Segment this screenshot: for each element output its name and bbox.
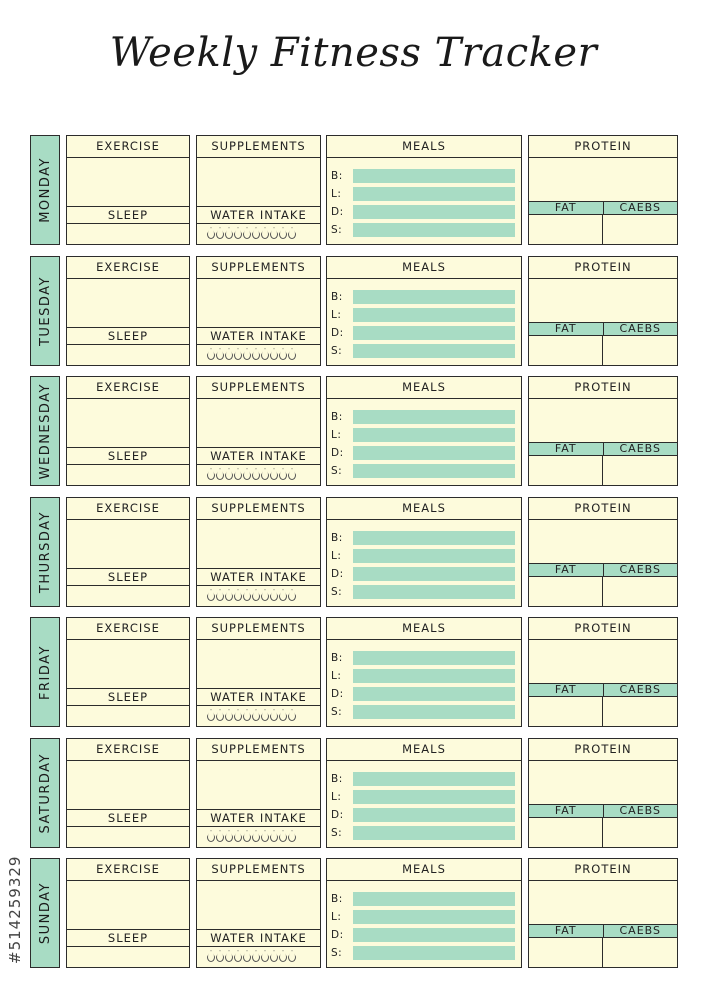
meal-line-dinner[interactable] [331, 808, 515, 822]
water-intake-header: WATER INTAKE [197, 929, 320, 947]
exercise-header: EXERCISE [67, 618, 189, 640]
meal-line-dinner[interactable] [331, 928, 515, 942]
meal-label: B: [331, 773, 343, 785]
supplements-box[interactable] [196, 135, 321, 245]
day-tab [30, 376, 60, 486]
meal-input-bar[interactable] [353, 290, 515, 304]
water-drop-icon[interactable] [270, 950, 278, 962]
fat-header: FAT [529, 805, 604, 817]
macro-divider [602, 818, 603, 847]
water-drops [207, 709, 296, 721]
water-drop-icon[interactable] [279, 709, 287, 721]
water-drop-icon[interactable] [243, 589, 251, 601]
meals-header: MEALS [327, 377, 521, 399]
water-drop-icon[interactable] [261, 830, 269, 842]
day-row [30, 497, 678, 609]
supplements-header: SUPPLEMENTS [197, 618, 320, 640]
water-drop-icon[interactable] [279, 227, 287, 239]
supplements-box[interactable] [196, 376, 321, 486]
supplements-box[interactable] [196, 617, 321, 727]
water-drop-icon[interactable] [288, 348, 296, 360]
meal-line-breakfast[interactable] [331, 531, 515, 545]
meal-label: B: [331, 532, 343, 544]
water-drop-icon[interactable] [216, 227, 224, 239]
meal-input-bar[interactable] [353, 326, 515, 340]
protein-box[interactable] [528, 617, 678, 727]
day-label: WEDNESDAY [37, 382, 53, 480]
page-title: Weekly Fitness Tracker [109, 30, 598, 76]
exercise-box[interactable] [66, 376, 190, 486]
exercise-header: EXERCISE [67, 498, 189, 520]
water-drop-icon[interactable] [225, 830, 233, 842]
meal-label: D: [331, 206, 344, 218]
meal-input-bar[interactable] [353, 464, 515, 478]
day-tab [30, 858, 60, 968]
day-label: TUESDAY [37, 275, 53, 347]
water-drop-icon[interactable] [252, 348, 260, 360]
meals-header: MEALS [327, 618, 521, 640]
water-drop-icon[interactable] [243, 709, 251, 721]
meal-label: D: [331, 809, 344, 821]
meal-input-bar[interactable] [353, 687, 515, 701]
protein-box[interactable] [528, 256, 678, 366]
exercise-box[interactable] [66, 617, 190, 727]
water-drop-icon[interactable] [243, 830, 251, 842]
meal-line-lunch[interactable] [331, 549, 515, 563]
meal-input-bar[interactable] [353, 910, 515, 924]
water-drop-icon[interactable] [225, 227, 233, 239]
supplements-header: SUPPLEMENTS [197, 498, 320, 520]
water-drop-icon[interactable] [279, 589, 287, 601]
water-drop-icon[interactable] [243, 468, 251, 480]
meal-label: S: [331, 706, 343, 718]
fat-header: FAT [529, 564, 604, 576]
meal-input-bar[interactable] [353, 410, 515, 424]
water-drops [207, 348, 296, 360]
meal-input-bar[interactable] [353, 187, 515, 201]
meal-line-dinner[interactable] [331, 446, 515, 460]
water-drop-icon[interactable] [216, 950, 224, 962]
meal-line-dinner[interactable] [331, 326, 515, 340]
protein-header: PROTEIN [529, 377, 677, 399]
water-drop-icon[interactable] [288, 227, 296, 239]
day-row [30, 858, 678, 970]
water-drop-icon[interactable] [243, 950, 251, 962]
water-drop-icon[interactable] [225, 468, 233, 480]
water-drop-icon[interactable] [270, 468, 278, 480]
meal-label: S: [331, 827, 343, 839]
water-drop-icon[interactable] [216, 348, 224, 360]
sleep-header: SLEEP [67, 568, 189, 586]
meal-label: B: [331, 411, 343, 423]
meal-line-snack[interactable] [331, 946, 515, 960]
water-drops [207, 830, 296, 842]
water-drop-icon[interactable] [207, 709, 215, 721]
macro-divider [602, 336, 603, 365]
fat-header: FAT [529, 684, 604, 696]
meal-label: S: [331, 345, 343, 357]
meal-input-bar[interactable] [353, 808, 515, 822]
protein-box[interactable] [528, 376, 678, 486]
water-drop-icon[interactable] [225, 348, 233, 360]
water-drop-icon[interactable] [207, 227, 215, 239]
water-drop-icon[interactable] [261, 709, 269, 721]
sleep-header: SLEEP [67, 327, 189, 345]
macro-divider [602, 697, 603, 726]
meal-label: L: [331, 550, 342, 562]
water-drop-icon[interactable] [288, 950, 296, 962]
meals-header: MEALS [327, 739, 521, 761]
water-drop-icon[interactable] [207, 830, 215, 842]
water-intake-header: WATER INTAKE [197, 809, 320, 827]
water-drop-icon[interactable] [288, 468, 296, 480]
sleep-header: SLEEP [67, 206, 189, 224]
meal-input-bar[interactable] [353, 205, 515, 219]
day-tab [30, 738, 60, 848]
protein-header: PROTEIN [529, 257, 677, 279]
meal-input-bar[interactable] [353, 308, 515, 322]
carbs-header: CAEBS [619, 804, 661, 817]
meal-line-lunch[interactable] [331, 187, 515, 201]
day-tab [30, 617, 60, 727]
exercise-box[interactable] [66, 256, 190, 366]
day-label: FRIDAY [37, 644, 53, 700]
meal-label: D: [331, 327, 344, 339]
carbs-header: CAEBS [619, 924, 661, 937]
exercise-header: EXERCISE [67, 257, 189, 279]
protein-box[interactable] [528, 497, 678, 607]
macro-divider [602, 938, 603, 967]
meal-input-bar[interactable] [353, 428, 515, 442]
meal-line-lunch[interactable] [331, 428, 515, 442]
water-drop-icon[interactable] [288, 709, 296, 721]
day-row [30, 376, 678, 488]
meal-label: L: [331, 791, 342, 803]
water-drop-icon[interactable] [270, 589, 278, 601]
exercise-header: EXERCISE [67, 377, 189, 399]
protein-box[interactable] [528, 738, 678, 848]
meals-header: MEALS [327, 257, 521, 279]
meal-input-bar[interactable] [353, 223, 515, 237]
meals-header: MEALS [327, 136, 521, 158]
macro-header [529, 442, 677, 456]
meal-input-bar[interactable] [353, 892, 515, 906]
exercise-box[interactable] [66, 858, 190, 968]
water-drop-icon[interactable] [216, 709, 224, 721]
water-drop-icon[interactable] [234, 468, 242, 480]
water-drop-icon[interactable] [261, 589, 269, 601]
fat-header: FAT [529, 925, 604, 937]
fat-header: FAT [529, 323, 604, 335]
meals-header: MEALS [327, 859, 521, 881]
water-drop-icon[interactable] [243, 348, 251, 360]
meal-input-bar[interactable] [353, 946, 515, 960]
water-drop-icon[interactable] [252, 950, 260, 962]
water-drop-icon[interactable] [279, 468, 287, 480]
water-intake-header: WATER INTAKE [197, 688, 320, 706]
water-drop-icon[interactable] [261, 348, 269, 360]
day-tab [30, 497, 60, 607]
water-drop-icon[interactable] [252, 468, 260, 480]
meal-input-bar[interactable] [353, 790, 515, 804]
day-row [30, 135, 678, 247]
exercise-header: EXERCISE [67, 859, 189, 881]
protein-box[interactable] [528, 135, 678, 245]
meal-label: S: [331, 586, 343, 598]
meals-box [326, 256, 522, 366]
meals-box [326, 497, 522, 607]
sleep-header: SLEEP [67, 929, 189, 947]
meal-line-breakfast[interactable] [331, 651, 515, 665]
meal-line-dinner[interactable] [331, 567, 515, 581]
water-drop-icon[interactable] [216, 589, 224, 601]
water-drop-icon[interactable] [279, 348, 287, 360]
carbs-header: CAEBS [619, 683, 661, 696]
meal-label: B: [331, 893, 343, 905]
water-drop-icon[interactable] [261, 950, 269, 962]
macro-header [529, 924, 677, 938]
macro-header [529, 201, 677, 215]
supplements-box[interactable] [196, 497, 321, 607]
meal-line-breakfast[interactable] [331, 772, 515, 786]
meal-input-bar[interactable] [353, 669, 515, 683]
meal-label: L: [331, 670, 342, 682]
exercise-header: EXERCISE [67, 739, 189, 761]
water-drop-icon[interactable] [288, 830, 296, 842]
meal-label: S: [331, 465, 343, 477]
day-label: SATURDAY [37, 752, 53, 834]
water-drop-icon[interactable] [252, 227, 260, 239]
fat-header: FAT [529, 202, 604, 214]
meal-line-lunch[interactable] [331, 669, 515, 683]
meal-input-bar[interactable] [353, 446, 515, 460]
meal-label: D: [331, 568, 344, 580]
meal-line-snack[interactable] [331, 826, 515, 840]
protein-box[interactable] [528, 858, 678, 968]
water-drop-icon[interactable] [279, 830, 287, 842]
exercise-box[interactable] [66, 497, 190, 607]
supplements-box[interactable] [196, 858, 321, 968]
meal-line-breakfast[interactable] [331, 290, 515, 304]
meal-label: D: [331, 688, 344, 700]
supplements-header: SUPPLEMENTS [197, 257, 320, 279]
protein-header: PROTEIN [529, 498, 677, 520]
water-drop-icon[interactable] [252, 830, 260, 842]
day-label: THURSDAY [37, 510, 53, 594]
meals-box [326, 858, 522, 968]
meal-line-snack[interactable] [331, 223, 515, 237]
water-intake-header: WATER INTAKE [197, 568, 320, 586]
meal-line-dinner[interactable] [331, 205, 515, 219]
exercise-header: EXERCISE [67, 136, 189, 158]
water-drop-icon[interactable] [216, 468, 224, 480]
protein-header: PROTEIN [529, 136, 677, 158]
water-drop-icon[interactable] [243, 227, 251, 239]
fat-header: FAT [529, 443, 604, 455]
meal-label: S: [331, 947, 343, 959]
exercise-box[interactable] [66, 738, 190, 848]
water-drop-icon[interactable] [279, 950, 287, 962]
water-drop-icon[interactable] [207, 589, 215, 601]
meal-line-snack[interactable] [331, 705, 515, 719]
day-row [30, 617, 678, 729]
carbs-header: CAEBS [619, 322, 661, 335]
water-drop-icon[interactable] [270, 709, 278, 721]
water-drop-icon[interactable] [234, 348, 242, 360]
water-drop-icon[interactable] [234, 830, 242, 842]
macro-header [529, 804, 677, 818]
water-drops [207, 227, 296, 239]
meal-line-lunch[interactable] [331, 910, 515, 924]
meal-label: S: [331, 224, 343, 236]
meal-input-bar[interactable] [353, 772, 515, 786]
water-drops [207, 468, 296, 480]
water-drop-icon[interactable] [270, 348, 278, 360]
meal-line-lunch[interactable] [331, 790, 515, 804]
meals-box [326, 135, 522, 245]
protein-header: PROTEIN [529, 859, 677, 881]
carbs-header: CAEBS [619, 563, 661, 576]
water-intake-header: WATER INTAKE [197, 327, 320, 345]
meal-input-bar[interactable] [353, 585, 515, 599]
water-drop-icon[interactable] [234, 227, 242, 239]
water-drop-icon[interactable] [207, 468, 215, 480]
water-drop-icon[interactable] [207, 348, 215, 360]
supplements-box[interactable] [196, 738, 321, 848]
meal-label: L: [331, 429, 342, 441]
exercise-box[interactable] [66, 135, 190, 245]
water-drop-icon[interactable] [225, 950, 233, 962]
meal-label: B: [331, 291, 343, 303]
meal-line-snack[interactable] [331, 464, 515, 478]
supplements-box[interactable] [196, 256, 321, 366]
day-tab [30, 256, 60, 366]
supplements-header: SUPPLEMENTS [197, 859, 320, 881]
meals-header: MEALS [327, 498, 521, 520]
macro-header [529, 683, 677, 697]
meal-line-lunch[interactable] [331, 308, 515, 322]
meal-input-bar[interactable] [353, 169, 515, 183]
carbs-header: CAEBS [619, 442, 661, 455]
meal-input-bar[interactable] [353, 826, 515, 840]
meal-line-breakfast[interactable] [331, 410, 515, 424]
meal-label: L: [331, 309, 342, 321]
water-drop-icon[interactable] [288, 589, 296, 601]
carbs-header: CAEBS [619, 201, 661, 214]
water-drop-icon[interactable] [225, 589, 233, 601]
meal-label: D: [331, 447, 344, 459]
water-drop-icon[interactable] [225, 709, 233, 721]
supplements-header: SUPPLEMENTS [197, 377, 320, 399]
meal-label: L: [331, 188, 342, 200]
meal-line-snack[interactable] [331, 585, 515, 599]
water-drop-icon[interactable] [252, 709, 260, 721]
meals-box [326, 376, 522, 486]
macro-header [529, 563, 677, 577]
water-drop-icon[interactable] [234, 589, 242, 601]
water-drop-icon[interactable] [252, 589, 260, 601]
meal-line-breakfast[interactable] [331, 169, 515, 183]
water-drop-icon[interactable] [216, 830, 224, 842]
meal-input-bar[interactable] [353, 549, 515, 563]
meal-input-bar[interactable] [353, 344, 515, 358]
meal-label: D: [331, 929, 344, 941]
protein-header: PROTEIN [529, 739, 677, 761]
water-drop-icon[interactable] [234, 709, 242, 721]
water-drops [207, 589, 296, 601]
meal-input-bar[interactable] [353, 567, 515, 581]
meals-box [326, 738, 522, 848]
protein-header: PROTEIN [529, 618, 677, 640]
water-intake-header: WATER INTAKE [197, 447, 320, 465]
water-drop-icon[interactable] [270, 227, 278, 239]
water-drop-icon[interactable] [261, 468, 269, 480]
water-drop-icon[interactable] [270, 830, 278, 842]
water-drop-icon[interactable] [234, 950, 242, 962]
day-label: SUNDAY [37, 881, 53, 945]
meals-box [326, 617, 522, 727]
day-tab [30, 135, 60, 245]
macro-divider [602, 577, 603, 606]
meal-input-bar[interactable] [353, 928, 515, 942]
meal-line-dinner[interactable] [331, 687, 515, 701]
supplements-header: SUPPLEMENTS [197, 136, 320, 158]
sleep-header: SLEEP [67, 447, 189, 465]
meal-label: L: [331, 911, 342, 923]
day-row [30, 738, 678, 850]
water-drop-icon[interactable] [207, 950, 215, 962]
day-row [30, 256, 678, 368]
macro-divider [602, 215, 603, 244]
meal-input-bar[interactable] [353, 651, 515, 665]
meal-label: B: [331, 170, 343, 182]
meal-input-bar[interactable] [353, 531, 515, 545]
sleep-header: SLEEP [67, 688, 189, 706]
supplements-header: SUPPLEMENTS [197, 739, 320, 761]
sleep-header: SLEEP [67, 809, 189, 827]
day-label: MONDAY [37, 157, 53, 223]
water-intake-header: WATER INTAKE [197, 206, 320, 224]
water-drop-icon[interactable] [261, 227, 269, 239]
water-drops [207, 950, 296, 962]
macro-divider [602, 456, 603, 485]
meal-line-breakfast[interactable] [331, 892, 515, 906]
meal-label: B: [331, 652, 343, 664]
meal-input-bar[interactable] [353, 705, 515, 719]
stock-image-id: #514259329 [6, 855, 24, 964]
macro-header [529, 322, 677, 336]
meal-line-snack[interactable] [331, 344, 515, 358]
